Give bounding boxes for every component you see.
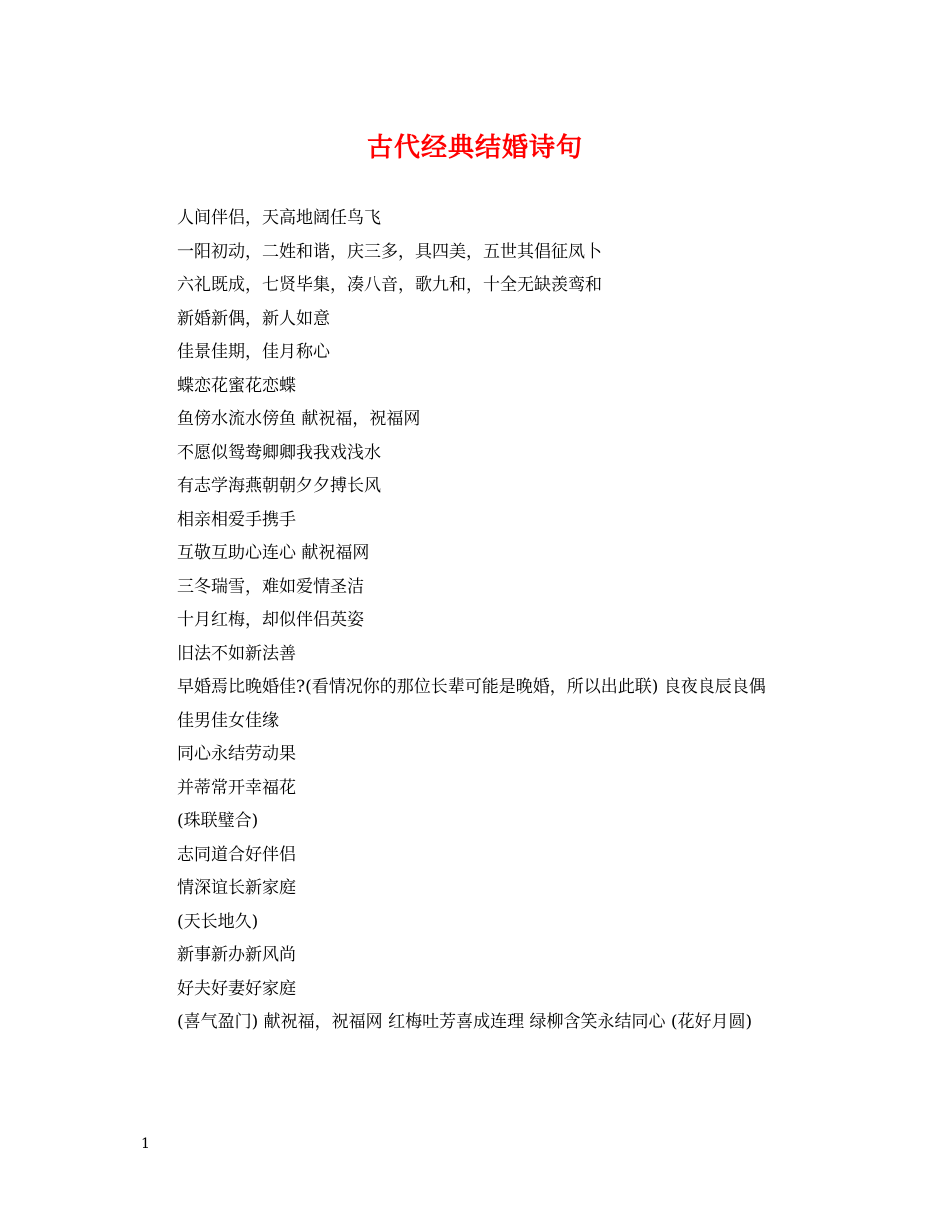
text-line: 不愿似鸳鸯卿卿我我戏浅水 xyxy=(177,442,381,463)
page-number: 1 xyxy=(141,1136,150,1152)
text-line: 蝶恋花蜜花恋蝶 xyxy=(177,375,296,396)
text-line: (喜气盈门) 献祝福，祝福网 红梅吐芳喜成连理 绿柳含笑永结同心 (花好月圆) xyxy=(177,1012,753,1032)
text-line: 一阳初动，二姓和谐，庆三多，具四美，五世其倡征凤卜 xyxy=(177,241,602,262)
text-line: 好夫好妻好家庭 xyxy=(177,978,296,999)
document-body xyxy=(141,202,816,1040)
text-line: 佳男佳女佳缘 xyxy=(177,710,279,731)
text-line: 新婚新偶，新人如意 xyxy=(177,308,330,329)
text-line: (天长地久) xyxy=(177,911,259,932)
text-line: 鱼傍水流水傍鱼 献祝福，祝福网 xyxy=(177,409,421,429)
text-line: 同心永结劳动果 xyxy=(177,744,296,764)
text-line: 相亲相爱手携手 xyxy=(177,509,296,530)
text-line: 有志学海燕朝朝夕夕搏长风 xyxy=(177,476,381,496)
text-line: 新事新办新风尚 xyxy=(177,945,296,965)
text-line: 情深谊长新家庭 xyxy=(177,878,296,898)
text-line: (珠联璧合) xyxy=(177,811,259,831)
text-line: 佳景佳期，佳月称心 xyxy=(177,342,330,362)
text-line: 六礼既成，七贤毕集，凑八音，歌九和，十全无缺羡鸾和 xyxy=(177,275,602,295)
text-line: 三冬瑞雪，难如爱情圣洁 xyxy=(177,576,364,597)
text-line: 人间伴侣，天高地阔任鸟飞 xyxy=(177,208,381,228)
text-line: 十月红梅，却似伴侣英姿 xyxy=(177,610,364,630)
text-line: 志同道合好伴侣 xyxy=(177,844,296,865)
text-line: 早婚焉比晚婚佳?(看情况你的那位长辈可能是晚婚，所以出此联) 良夜良辰良偶 xyxy=(177,677,766,697)
document-title: 古代经典结婚诗句 xyxy=(366,133,583,163)
text-line: 并蒂常开幸福花 xyxy=(177,777,296,798)
text-line: 旧法不如新法善 xyxy=(177,643,296,664)
text-line: 互敬互助心连心 献祝福网 xyxy=(177,543,370,563)
